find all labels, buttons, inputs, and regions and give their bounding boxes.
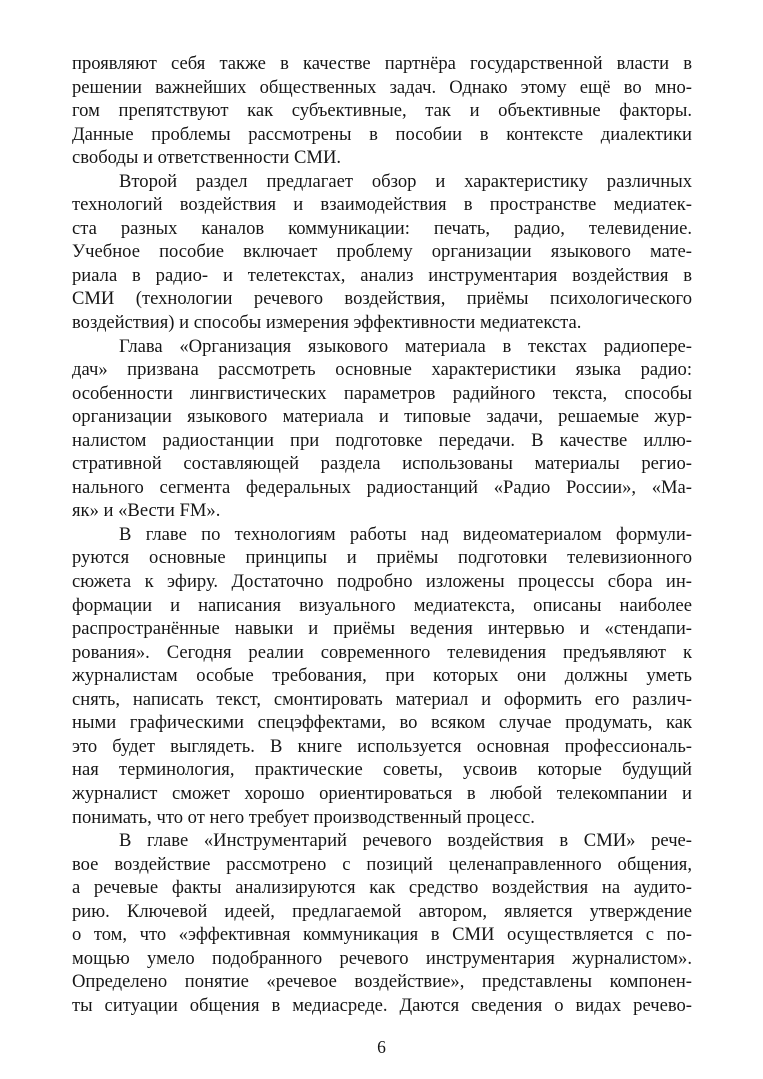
text-line: СМИ (технологии речевого воздействия, приёмы психологического (72, 288, 692, 310)
text-line: это будет выглядеть. В книге используется основная профессиональ- (72, 735, 692, 757)
text-line: проявляют себя также в качестве партнёра государственной власти в (72, 53, 692, 74)
text-line: снять, написать текст, смонтировать материал и оформить его различ- (72, 688, 692, 710)
text-line-fragment: во- (667, 994, 692, 1016)
text-line: ты ситуации общения в медиасреде. Даются сведения о видах речево- (72, 994, 692, 1016)
text-line: В главе «Инструментарий речевого воздействия в СМИ» рече- (119, 830, 692, 852)
text-line: рию. Ключевой идеей, предлагаемой автором, является утверждение (72, 900, 692, 922)
paragraph (72, 523, 692, 829)
text-line: налистом радиостанции при подготовке передачи. В качестве иллю- (72, 429, 692, 451)
text-line: мощью умело подобранного речевого инструментария журналистом». (72, 947, 692, 969)
text-line: дач» призвана рассмотреть основные характеристики языка радио: (72, 359, 692, 381)
text-line: як» и «Вести FM». (72, 500, 221, 522)
text-line: риала в радио- и телетекстах, анализ инструментария воздействия в (72, 264, 692, 286)
text-line: сюжета к эфиру. Достаточно подробно изложены процессы сбора ин- (72, 571, 692, 593)
text-line: Учебное пособие включает проблему организации языкового мате- (72, 241, 692, 263)
text-line: особенности лингвистических параметров радийного текста, способы (72, 382, 692, 404)
text-line: воздействия) и способы измерения эффективности медиатекста. (72, 312, 582, 334)
text-line: журналистам особые требования, при которых они должны уметь (72, 665, 692, 687)
text-line: ная терминология, практические советы, усвоив которые будущий (72, 759, 692, 781)
text-line: нального сегмента федеральных радиостанций «Радио России», «Ма- (72, 476, 692, 498)
text-line: понимать, что от него требует производственный процесс. (72, 806, 535, 828)
text-line: распространённые навыки и приёмы ведения интервью и «стендапи- (72, 618, 692, 640)
text-line: Глава «Организация языкового материала в текстах радиопере- (119, 335, 692, 357)
text-line: В главе по технологиям работы над видеоматериалом формули- (119, 523, 692, 545)
page-number: 6 (377, 1037, 386, 1057)
text-line: гом препятствуют как субъективные, так и объективные факторы. (72, 100, 692, 122)
text-line: Данные проблемы рассмотрены в пособии в контексте диалектики (72, 123, 692, 145)
text-line: свободы и ответственности СМИ. (72, 147, 342, 169)
body-text (72, 52, 692, 1017)
text-line: стративной составляющей раздела использованы материалы регио- (72, 453, 692, 475)
text-line: руются основные принципы и приёмы подготовки телевизионного (72, 547, 692, 569)
text-line: Определено понятие «речевое воздействие», представлены компонен- (72, 971, 692, 993)
text-line: Второй раздел предлагает обзор и характеристику различных (119, 170, 692, 192)
paragraph (72, 52, 692, 170)
text-line: а речевые факты анализируются как средство воздействия на аудито- (72, 877, 692, 899)
text-line: рования». Сегодня реалии современного телевидения предъявляют к (72, 641, 692, 663)
text-line: ными графическими спецэффектами, во всяком случае продумать, как (72, 712, 692, 734)
paragraph (72, 829, 692, 1017)
paragraph (72, 170, 692, 335)
text-line: вое воздействие рассмотрено с позиций целенаправленного общения, (72, 853, 692, 875)
text-line: ста разных каналов коммуникации: печать, радио, телевидение. (72, 217, 692, 239)
text-line: технологий воздействия и взаимодействия в пространстве медиатек- (72, 194, 692, 216)
text-line: журналист сможет хорошо ориентироваться в любой телекомпании и (72, 782, 692, 804)
text-line: формации и написания визуального медиатекста, описаны наиболее (72, 594, 692, 616)
text-line: решении важнейших общественных задач. Однако этому ещё во мно- (72, 76, 692, 98)
text-line: организации языкового материала и типовые задачи, решаемые жур- (72, 406, 692, 428)
paragraph (72, 335, 692, 523)
text-line: о том, что «эффективная коммуникация в СМИ осуществляется с по- (72, 924, 692, 946)
